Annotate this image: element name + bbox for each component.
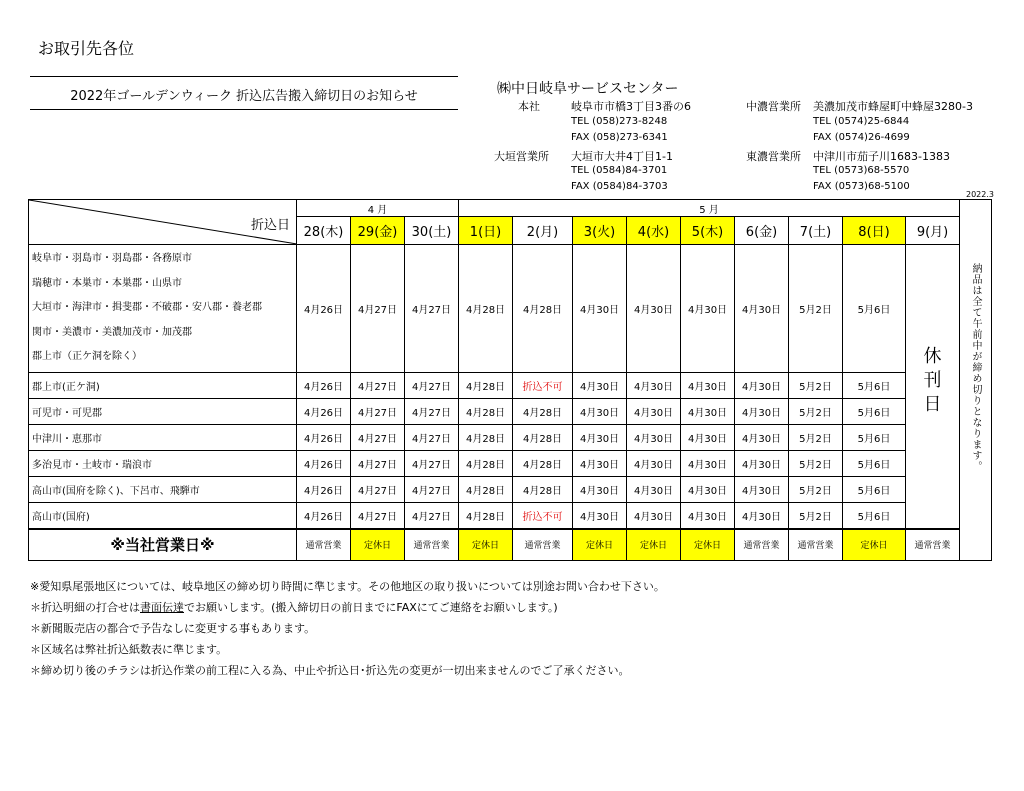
deadline-cell: 4月27日	[405, 425, 459, 451]
deadline-cell: 4月30日	[573, 477, 627, 503]
deadline-cell: 4月28日	[459, 425, 513, 451]
schedule-table	[28, 199, 992, 561]
deadline-cell: 4月27日	[351, 245, 405, 373]
deadline-cell: 5月2日	[789, 373, 843, 399]
deadline-cell: 5月6日	[843, 425, 906, 451]
table-row-group	[29, 245, 992, 373]
deadline-cell: 4月30日	[735, 451, 789, 477]
deadline-cell: 4月26日	[297, 477, 351, 503]
region-line: 瑞穂市・本巣市・本巣郡・山県市	[32, 277, 182, 289]
office-label-ogaki: 大垣営業所	[494, 150, 549, 163]
deadline-cell: 5月6日	[843, 503, 906, 529]
note-3: ＊新聞販売店の都合で予告なしに変更する事もあります。	[30, 622, 316, 635]
deadline-cell: 4月30日	[681, 477, 735, 503]
deadline-cell: 4月28日	[459, 245, 513, 373]
region-line: 郡上市（正ケ洞を除く）	[32, 351, 142, 363]
month-may: 5 月	[459, 200, 960, 217]
day-header-cell: 30(土)	[405, 217, 459, 245]
region-cell: 可児市・可児郡	[29, 399, 297, 425]
deadline-cell: 4月30日	[735, 245, 789, 373]
region-line: 大垣市・海津市・揖斐郡・不破郡・安八郡・養老郡	[32, 302, 262, 314]
deadline-cell: 4月30日	[627, 503, 681, 529]
deadline-cell: 5月2日	[789, 245, 843, 373]
business-day-cell: 定休日	[351, 529, 405, 561]
deadline-cell: 4月27日	[351, 451, 405, 477]
region-cell: 高山市(国府を除く)、下呂市、飛騨市	[29, 477, 297, 503]
table-row	[29, 425, 992, 451]
corner-label: 折込日	[250, 218, 290, 233]
region-cell: 中津川・恵那市	[29, 425, 297, 451]
business-day-cell: 通常営業	[906, 529, 960, 561]
table-row	[29, 503, 992, 529]
deadline-cell: 4月30日	[681, 373, 735, 399]
business-day-label: ※当社営業日※	[29, 529, 297, 561]
deadline-cell: 4月27日	[405, 373, 459, 399]
deadline-cell: 4月30日	[627, 425, 681, 451]
office-tel-tono: TEL (0573)68-5570	[813, 165, 910, 176]
deadline-cell: 4月28日	[459, 503, 513, 529]
office-address-tono: 中津川市茄子川1683-1383	[813, 150, 950, 163]
title-box	[30, 76, 458, 110]
office-address-ogaki: 大垣市大井4丁目1-1	[571, 150, 673, 163]
deadline-cell: 4月30日	[735, 425, 789, 451]
deadline-cell: 4月30日	[573, 399, 627, 425]
day-header-cell: 1(日)	[459, 217, 513, 245]
deadline-cell: 4月28日	[513, 425, 573, 451]
region-line: 関市・美濃市・美濃加茂市・加茂郡	[32, 326, 192, 338]
kyukan-char: 休	[923, 346, 942, 367]
header-corner	[29, 200, 297, 245]
deadline-cell: 4月27日	[351, 477, 405, 503]
deadline-cell: 4月28日	[459, 477, 513, 503]
deadline-cell: 4月28日	[513, 477, 573, 503]
deadline-cell: 4月28日	[513, 451, 573, 477]
deadline-cell: 4月27日	[351, 373, 405, 399]
month-april: 4 月	[297, 200, 459, 217]
table-row	[29, 451, 992, 477]
note-2-pre: ＊折込明細の打合せは	[30, 601, 140, 614]
unavailable-cell: 折込不可	[513, 503, 573, 529]
day-header-cell: 2(月)	[513, 217, 573, 245]
table-row	[29, 399, 992, 425]
deadline-cell: 4月27日	[405, 477, 459, 503]
deadline-cell: 4月28日	[459, 399, 513, 425]
deadline-cell: 5月2日	[789, 477, 843, 503]
document-title: 2022年ゴールデンウィーク 折込広告搬入締切日のお知らせ	[70, 89, 418, 104]
day-header-cell: 29(金)	[351, 217, 405, 245]
unavailable-cell: 折込不可	[513, 373, 573, 399]
note-2-underline: 書面伝達	[140, 601, 184, 614]
deadline-cell: 4月30日	[681, 451, 735, 477]
office-address-honsha: 岐阜市市橋3丁目3番の6	[571, 100, 691, 113]
office-fax-honsha: FAX (058)273-6341	[571, 132, 668, 143]
kyukan-char: 日	[923, 394, 942, 415]
deadline-cell: 5月2日	[789, 503, 843, 529]
deadline-cell: 4月30日	[681, 503, 735, 529]
day-header-cell: 4(水)	[627, 217, 681, 245]
region-cell: 高山市(国府)	[29, 503, 297, 529]
deadline-cell: 4月30日	[627, 477, 681, 503]
deadline-cell: 4月30日	[573, 425, 627, 451]
day-header-cell: 5(木)	[681, 217, 735, 245]
kyukan-char: 刊	[923, 370, 942, 391]
office-address-chuno: 美濃加茂市蜂屋町中蜂屋3280-3	[813, 100, 973, 113]
business-day-cell: 通常営業	[789, 529, 843, 561]
deadline-cell: 4月26日	[297, 451, 351, 477]
company-name: ㈱中日岐阜サービスセンター	[497, 81, 679, 97]
deadline-cell: 4月30日	[573, 451, 627, 477]
deadline-cell: 5月6日	[843, 477, 906, 503]
deadline-cell: 4月30日	[735, 503, 789, 529]
table-row	[29, 477, 992, 503]
region-cell: 郡上市(正ケ洞)	[29, 373, 297, 399]
deadline-cell: 4月30日	[681, 425, 735, 451]
table-row	[29, 373, 992, 399]
business-day-cell: 定休日	[573, 529, 627, 561]
business-day-cell: 定休日	[843, 529, 906, 561]
notes	[30, 576, 665, 681]
deadline-cell: 5月2日	[789, 399, 843, 425]
deadline-cell: 4月30日	[735, 477, 789, 503]
deadline-cell: 5月6日	[843, 245, 906, 373]
deadline-cell: 4月28日	[459, 373, 513, 399]
side-header-blank	[960, 200, 992, 245]
deadline-cell: 4月30日	[573, 245, 627, 373]
deadline-cell: 4月28日	[513, 399, 573, 425]
deadline-cell: 4月30日	[627, 399, 681, 425]
deadline-cell: 4月30日	[627, 373, 681, 399]
deadline-cell: 5月2日	[789, 425, 843, 451]
day-header-cell: 28(木)	[297, 217, 351, 245]
note-5: ＊締め切り後のチラシは折込作業の前工程に入る為、中止や折込日･折込先の変更が一切出来ませんのでご了承ください。	[30, 664, 630, 677]
deadline-cell: 4月27日	[351, 399, 405, 425]
note-1: ※愛知県尾張地区については、岐阜地区の締め切り時間に準じます。その他地区の取り扱いについては別途お問い合わせ下さい。	[30, 580, 665, 593]
deadline-cell: 4月30日	[681, 245, 735, 373]
deadline-cell: 4月28日	[513, 245, 573, 373]
deadline-cell: 4月26日	[297, 425, 351, 451]
business-day-cell: 通常営業	[513, 529, 573, 561]
deadline-cell: 4月30日	[735, 373, 789, 399]
business-day-cell: 定休日	[627, 529, 681, 561]
office-fax-tono: FAX (0573)68-5100	[813, 181, 910, 192]
note-2-post: でお願いします。(搬入締切日の前日までにFAXにてご連絡をお願いします。)	[184, 601, 558, 614]
business-day-cell: 通常営業	[735, 529, 789, 561]
office-fax-ogaki: FAX (0584)84-3703	[571, 181, 668, 192]
deadline-cell: 4月30日	[627, 451, 681, 477]
note-4: ＊区域名は弊社折込紙数表に準じます。	[30, 643, 228, 656]
office-label-tono: 東濃営業所	[746, 150, 801, 163]
day-header-cell: 6(金)	[735, 217, 789, 245]
salutation: お取引先各位	[38, 39, 135, 58]
note-2	[30, 597, 665, 618]
deadline-cell: 4月30日	[573, 503, 627, 529]
office-tel-honsha: TEL (058)273-8248	[571, 116, 668, 127]
deadline-cell: 4月26日	[297, 373, 351, 399]
business-day-cell: 通常営業	[297, 529, 351, 561]
deadline-cell: 4月27日	[405, 399, 459, 425]
deadline-cell: 4月30日	[681, 399, 735, 425]
kyukan-text	[906, 245, 959, 417]
deadline-cell: 4月27日	[405, 503, 459, 529]
deadline-cell: 5月2日	[789, 451, 843, 477]
business-day-row	[29, 529, 992, 561]
deadline-cell: 4月26日	[297, 503, 351, 529]
year-note: 2022.3	[966, 190, 994, 199]
side-note-cell	[960, 245, 992, 561]
deadline-cell: 4月27日	[351, 503, 405, 529]
day-header-cell: 9(月)	[906, 217, 960, 245]
deadline-cell: 4月27日	[351, 425, 405, 451]
day-header-cell: 7(土)	[789, 217, 843, 245]
deadline-cell: 4月27日	[405, 245, 459, 373]
office-label-chuno: 中濃営業所	[746, 100, 801, 113]
deadline-cell: 5月6日	[843, 451, 906, 477]
office-label-honsha: 本社	[518, 100, 540, 113]
region-group-cell	[29, 245, 297, 373]
office-tel-chuno: TEL (0574)25-6844	[813, 116, 910, 127]
office-fax-chuno: FAX (0574)26-4699	[813, 132, 910, 143]
deadline-cell: 4月26日	[297, 399, 351, 425]
kyukan-cell	[906, 245, 960, 529]
deadline-cell: 5月6日	[843, 373, 906, 399]
region-cell: 多治見市・土岐市・瑞浪市	[29, 451, 297, 477]
deadline-cell: 4月27日	[405, 451, 459, 477]
side-note: 納品は全て午前中が締め切りとなります。	[970, 262, 982, 472]
deadline-cell: 4月26日	[297, 245, 351, 373]
deadline-cell: 4月30日	[573, 373, 627, 399]
deadline-cell: 4月30日	[735, 399, 789, 425]
business-day-cell: 通常営業	[405, 529, 459, 561]
business-day-cell: 定休日	[681, 529, 735, 561]
day-header-cell: 3(火)	[573, 217, 627, 245]
office-tel-ogaki: TEL (0584)84-3701	[571, 165, 668, 176]
day-header-cell: 8(日)	[843, 217, 906, 245]
deadline-cell: 4月28日	[459, 451, 513, 477]
deadline-cell: 5月6日	[843, 399, 906, 425]
region-line: 岐阜市・羽島市・羽島郡・各務原市	[32, 253, 192, 265]
deadline-cell: 4月30日	[627, 245, 681, 373]
business-day-cell: 定休日	[459, 529, 513, 561]
